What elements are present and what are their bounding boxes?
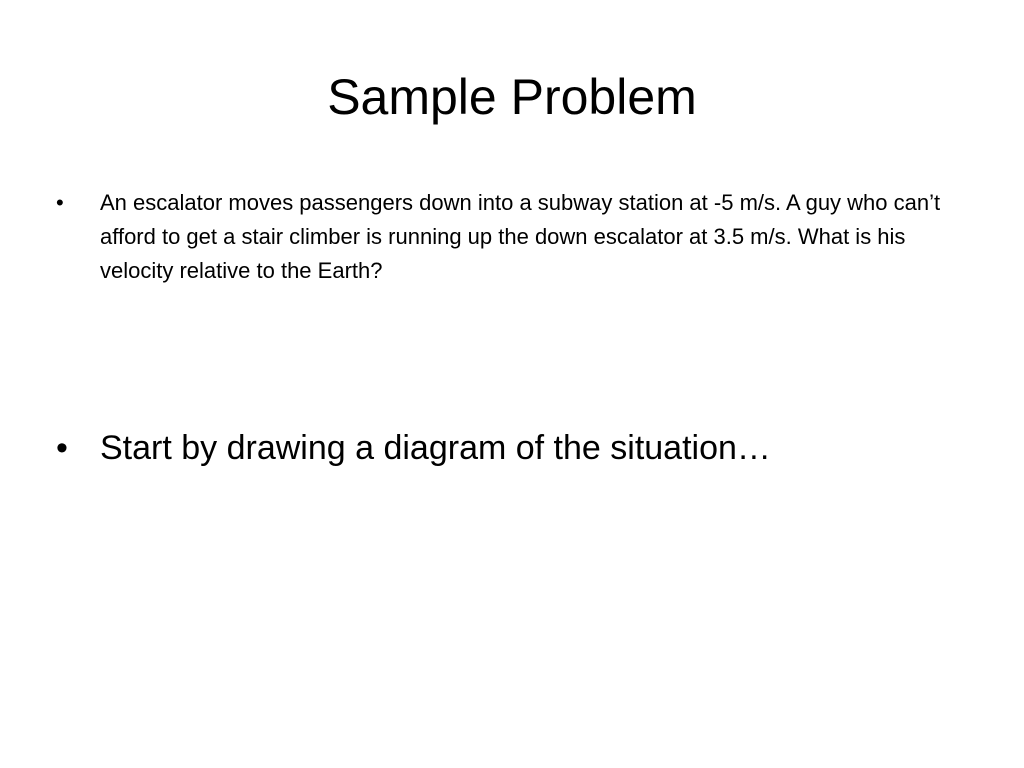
bullet-item-problem: [56, 186, 956, 288]
bullet-item-instruction: [56, 426, 956, 470]
bullet-text-problem: An escalator moves passengers down into a subway station at -5 m/s. A guy who can’t afford to get a stair climber is running up the down escalator at 3.5 m/s. What is his velocity relative to the Earth?: [100, 190, 941, 283]
bullet-marker: •: [56, 190, 64, 215]
bullet-list: [56, 186, 956, 470]
bullet-marker: •: [56, 429, 68, 467]
bullet-text-instruction: Start by drawing a diagram of the situation…: [100, 429, 771, 467]
slide-title: Sample Problem: [327, 69, 697, 125]
